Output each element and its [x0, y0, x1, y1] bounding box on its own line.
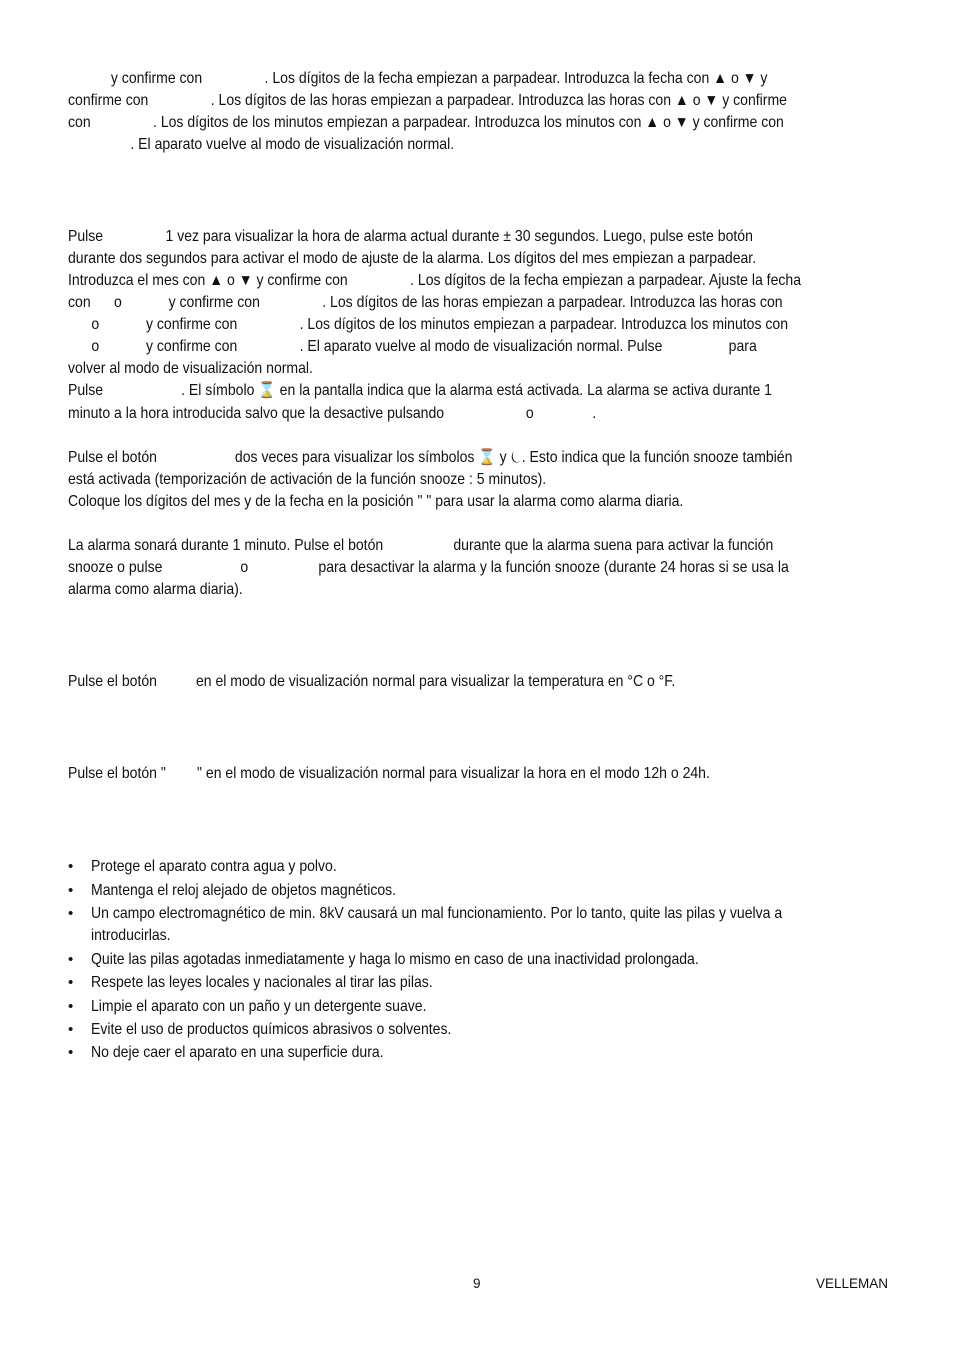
- p2-line-3: Introduzca el mes con ▲ o ▼ y confirme con . Los dígitos de la fecha empiezan a parpadear. Ajuste la fecha: [68, 272, 802, 289]
- p1-line-4: . El aparato vuelve al modo de visualización normal.: [68, 136, 455, 153]
- list-item: Protege el aparato contra agua y polvo.: [91, 858, 337, 875]
- p3-line-1: Pulse el botón dos veces para visualizar los símbolos ⌛ y ⏾. Esto indica que la función snooze también: [68, 449, 793, 466]
- p4-line-2: snooze o pulse o para desactivar la alarma y la función snooze (durante 24 horas si se usa la: [68, 559, 789, 576]
- list-item: Respete las leyes locales y nacionales al tirar las pilas.: [91, 974, 433, 991]
- page-number: 9: [473, 1276, 481, 1291]
- p2-line-1: Pulse 1 vez para visualizar la hora de alarma actual durante ± 30 segundos. Luego, pulse este botón: [68, 228, 753, 245]
- bullet-dot-icon: •: [68, 951, 74, 968]
- p2-line-5: o y confirme con . Los dígitos de los minutos empiezan a parpadear. Introduzca los minutos con: [68, 316, 789, 333]
- p1-line-2: confirme con . Los dígitos de las horas empiezan a parpadear. Introduzca las horas con ▲ o ▼ y confirme: [68, 92, 787, 109]
- list-item: Un campo electromagnético de min. 8kV causará un mal funcionamiento. Por lo tanto, quite las pilas y vuelva a: [91, 905, 783, 922]
- bullet-dot-icon: •: [68, 998, 74, 1015]
- list-item: Quite las pilas agotadas inmediatamente y haga lo mismo en caso de una inactividad prolongada.: [91, 951, 699, 968]
- p3-line-2: está activada (temporización de activación de la función snooze : 5 minutos).: [68, 471, 547, 488]
- p2-line-7: volver al modo de visualización normal.: [68, 360, 313, 377]
- p2-line-9: minuto a la hora introducida salvo que la desactive pulsando o .: [68, 405, 597, 422]
- p6-line: Pulse el botón " " en el modo de visualización normal para visualizar la hora en el modo 12h o 24h.: [68, 765, 710, 782]
- list-item: Limpie el aparato con un paño y un detergente suave.: [91, 998, 427, 1015]
- list-item: Mantenga el reloj alejado de objetos magnéticos.: [91, 882, 397, 899]
- bullet-dot-icon: •: [68, 905, 74, 922]
- bullet-dot-icon: •: [68, 1021, 74, 1038]
- p5-line: Pulse el botón en el modo de visualización normal para visualizar la temperatura en °C o °F.: [68, 673, 676, 690]
- p3-line-3: Coloque los dígitos del mes y de la fecha en la posición " " para usar la alarma como alarma diaria.: [68, 493, 684, 510]
- p2-line-2: durante dos segundos para activar el modo de ajuste de la alarma. Los dígitos del mes empiezan a parpadear.: [68, 250, 757, 267]
- p2-line-6: o y confirme con . El aparato vuelve al modo de visualización normal. Pulse para: [68, 338, 757, 355]
- p2-line-4: con o y confirme con . Los dígitos de las horas empiezan a parpadear. Introduzca las horas con: [68, 294, 783, 311]
- bullet-dot-icon: •: [68, 1044, 74, 1061]
- list-item-continuation: introducirlas.: [91, 927, 171, 944]
- p2-line-8: Pulse . El símbolo ⌛ en la pantalla indica que la alarma está activada. La alarma se activa durante 1: [68, 382, 772, 399]
- footer-brand: VELLEMAN: [816, 1276, 889, 1291]
- bullet-dot-icon: •: [68, 974, 74, 991]
- bullet-dot-icon: •: [68, 858, 74, 875]
- bullet-dot-icon: •: [68, 882, 74, 899]
- p4-line-3: alarma como alarma diaria).: [68, 581, 243, 598]
- p4-line-1: La alarma sonará durante 1 minuto. Pulse el botón durante que la alarma suena para activar la función: [68, 537, 774, 554]
- list-item: Evite el uso de productos químicos abrasivos o solventes.: [91, 1021, 452, 1038]
- p1-line-1: y confirme con . Los dígitos de la fecha empiezan a parpadear. Introduzca la fecha con ▲ o ▼ y: [68, 70, 768, 87]
- p1-line-3: con . Los dígitos de los minutos empiezan a parpadear. Introduzca los minutos con ▲ o ▼ y confirme con: [68, 114, 784, 131]
- list-item: No deje caer el aparato en una superficie dura.: [91, 1044, 384, 1061]
